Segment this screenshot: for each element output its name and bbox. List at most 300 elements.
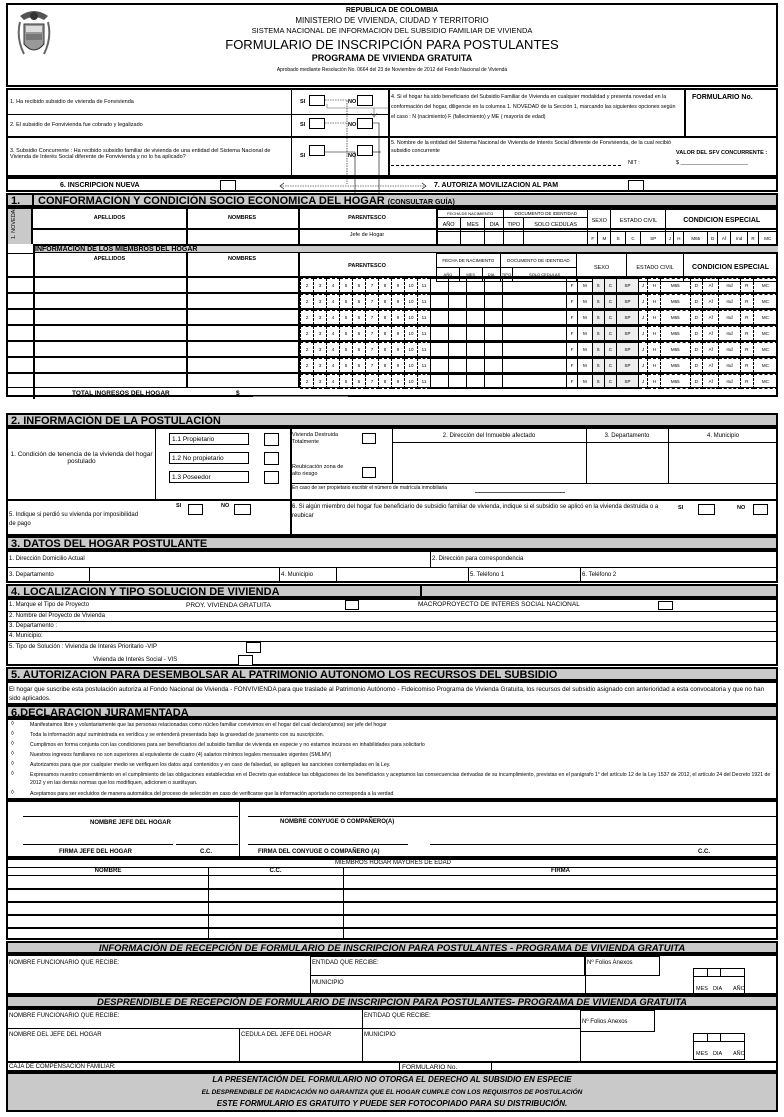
member-especial-option[interactable]: H <box>648 375 661 389</box>
member-especial-option[interactable]: D <box>690 311 703 325</box>
member-especial-option[interactable]: M65 <box>661 311 690 325</box>
member-sexo-option[interactable]: M <box>578 327 592 341</box>
member-especial-option[interactable]: D <box>690 327 703 341</box>
member-especial-option[interactable]: Ind <box>719 343 741 357</box>
col-ano: AÑO <box>437 218 461 232</box>
member-apellidos-field[interactable] <box>35 278 185 292</box>
jefe-sexo-option[interactable]: F <box>588 232 598 246</box>
member-especial-option[interactable]: H <box>648 311 661 325</box>
parentesco-option[interactable]: 6 <box>353 343 366 357</box>
declaration-text: Aceptamos para ser excluidos de manera automática del proceso de selección en caso de verificarse que la información aportada no corresponda a la verdad <box>30 791 394 797</box>
parentesco-option[interactable]: 6 <box>353 375 366 389</box>
member-apellidos-field[interactable] <box>35 374 185 388</box>
member-sexo-option[interactable]: F <box>567 359 578 373</box>
member-sexo-option[interactable]: M <box>578 279 592 293</box>
member-dia-cell[interactable] <box>467 311 485 325</box>
municipio-actual-field[interactable] <box>338 568 466 582</box>
jefe-especial-option[interactable]: J <box>666 232 674 246</box>
member-cedula-cell[interactable] <box>503 359 567 373</box>
member-especial-option[interactable]: Af <box>703 279 719 293</box>
q6-no-label: NO <box>737 505 746 511</box>
member-novedad-cell[interactable] <box>8 342 33 356</box>
member-cedula-cell[interactable] <box>503 295 567 309</box>
parentesco-option[interactable]: 9 <box>392 279 405 293</box>
parentesco-option[interactable]: 11 <box>418 375 431 389</box>
member-especial-option[interactable]: M65 <box>661 343 690 357</box>
member-civil-option[interactable]: S <box>592 327 604 341</box>
member-novedad-cell[interactable] <box>8 326 33 340</box>
poseedor-option <box>169 471 249 483</box>
mayores-title: MIEMBROS HOGAR MAYORES DE EDAD <box>335 860 451 866</box>
member-cedula-cell[interactable] <box>503 343 567 357</box>
member-nombres-field[interactable] <box>188 342 297 356</box>
member-detail-table <box>300 326 778 341</box>
member-nombres-field[interactable] <box>188 326 297 340</box>
desp-formulario-field[interactable] <box>493 1063 776 1072</box>
member-dia-cell[interactable] <box>467 327 485 341</box>
member-especial-option[interactable]: Ind <box>719 359 741 373</box>
parentesco-option[interactable]: 2 <box>301 327 314 341</box>
mayores-row[interactable] <box>8 888 778 901</box>
parentesco-option[interactable]: 3 <box>314 311 327 325</box>
member-especial-option[interactable]: D <box>690 343 703 357</box>
member-apellidos-field[interactable] <box>35 294 185 308</box>
section1-note: (CONSULTAR GUÍA) <box>387 199 455 206</box>
parentesco-option[interactable]: 10 <box>405 311 418 325</box>
desp-municipio-label: MUNICIPIO <box>364 1032 396 1038</box>
member-tipo-cell[interactable] <box>485 311 503 325</box>
parentesco-option[interactable]: 8 <box>379 279 392 293</box>
member-civil-option[interactable]: S <box>592 279 604 293</box>
member-sexo-option[interactable]: F <box>567 295 578 309</box>
departamento-field[interactable] <box>588 444 666 482</box>
parentesco-option[interactable]: 4 <box>327 359 340 373</box>
member-especial-option[interactable]: Ind <box>719 295 741 309</box>
parentesco-option[interactable]: 2 <box>301 375 314 389</box>
autoriza-pam-checkbox[interactable] <box>628 180 644 191</box>
member-civil-option[interactable]: S <box>592 359 604 373</box>
parentesco-option[interactable]: 7 <box>366 359 379 373</box>
parentesco-option[interactable]: 6 <box>353 295 366 309</box>
parentesco-option[interactable]: 3 <box>314 295 327 309</box>
parentesco-option[interactable]: 7 <box>366 295 379 309</box>
member-civil-option[interactable]: SP <box>617 295 638 309</box>
member-tipo-cell[interactable] <box>485 279 503 293</box>
member-especial-option[interactable]: Ind <box>719 327 741 341</box>
member-ano-cell[interactable] <box>431 343 449 357</box>
member-sexo-option[interactable]: F <box>567 327 578 341</box>
member-especial-option[interactable]: H <box>648 359 661 373</box>
member-especial-option[interactable]: J <box>638 343 648 357</box>
parentesco-option[interactable]: 5 <box>340 359 353 373</box>
propietario-checkbox[interactable] <box>264 433 279 446</box>
valor-sfv-label: VALOR DEL SFV CONCURRENTE : <box>676 150 768 156</box>
member-especial-option[interactable]: Ind <box>719 311 741 325</box>
member-especial-option[interactable]: H <box>648 327 661 341</box>
member-especial-option[interactable]: D <box>690 295 703 309</box>
parentesco-option[interactable]: 3 <box>314 343 327 357</box>
diamond-bullet-icon: ◊ <box>11 731 14 737</box>
parentesco-option[interactable]: 2 <box>301 359 314 373</box>
parentesco-option[interactable]: 7 <box>366 375 379 389</box>
matricula-field[interactable] <box>475 492 565 493</box>
parentesco-option[interactable]: 4 <box>327 311 340 325</box>
member-civil-option[interactable]: SP <box>617 327 638 341</box>
member-especial-option[interactable]: J <box>638 359 648 373</box>
members-header: INFORMACION DE LOS MIEMBROS DEL HOGAR <box>35 246 198 253</box>
municipio-label: 4. Municipio <box>706 433 739 439</box>
q2-no-label: NO <box>348 122 357 128</box>
parentesco-option[interactable]: 3 <box>314 327 327 341</box>
propietario-option <box>169 433 249 445</box>
country-line: REPUBLICA DE COLOMBIA <box>345 7 439 14</box>
member-especial-option[interactable]: Af <box>703 375 719 389</box>
parentesco-option[interactable]: 8 <box>379 295 392 309</box>
member-especial-option[interactable]: R <box>741 375 754 389</box>
parentesco-option[interactable]: 2 <box>301 279 314 293</box>
member-especial-option[interactable]: H <box>648 295 661 309</box>
member-ano-cell[interactable] <box>431 279 449 293</box>
parentesco-option[interactable]: 8 <box>379 375 392 389</box>
member-apellidos-field[interactable] <box>35 358 185 372</box>
parentesco-option[interactable]: 7 <box>366 279 379 293</box>
member-civil-option[interactable]: C <box>604 375 617 389</box>
municipio-recibe-label: MUNICIPIO <box>312 980 344 986</box>
member-dia-cell[interactable] <box>467 359 485 373</box>
q6-si-checkbox[interactable] <box>698 504 715 515</box>
parentesco-option[interactable]: 9 <box>392 359 405 373</box>
q5-si-checkbox[interactable] <box>188 504 203 515</box>
parentesco-option[interactable]: 5 <box>340 295 353 309</box>
parentesco-option[interactable]: 3 <box>314 279 327 293</box>
q1-no-label: NO <box>348 99 357 105</box>
parentesco-option[interactable]: 9 <box>392 295 405 309</box>
parentesco-option[interactable]: 7 <box>366 343 379 357</box>
member-ano-cell[interactable] <box>431 295 449 309</box>
member-especial-option[interactable]: J <box>638 327 648 341</box>
declaration-text: Autorizamos para que por cualquier medio se verifiquen los datos aquí contenidos y en caso de falsedad, se apliquen las sanciones contempladas en la Ley. <box>30 762 391 768</box>
parentesco-option[interactable]: 9 <box>392 375 405 389</box>
direccion-afectado-field[interactable] <box>394 444 584 482</box>
member-especial-option[interactable]: MC <box>753 343 777 357</box>
member-novedad-cell[interactable] <box>8 278 33 292</box>
jefe-sexo-option[interactable]: M <box>598 232 611 246</box>
parentesco-option[interactable]: 9 <box>392 311 405 325</box>
member-civil-option[interactable]: SP <box>617 359 638 373</box>
section3-header: 3. DATOS DEL HOGAR POSTULANTE <box>6 536 778 550</box>
member-civil-option[interactable]: C <box>604 311 617 325</box>
member-sexo-option[interactable]: F <box>567 279 578 293</box>
member-nombres-field[interactable] <box>188 374 297 388</box>
member-mes-cell[interactable] <box>449 311 467 325</box>
member-sexo-option[interactable]: F <box>567 311 578 325</box>
member-especial-option[interactable]: MC <box>753 279 777 293</box>
member-especial-option[interactable]: MC <box>753 359 777 373</box>
q6-no-checkbox[interactable] <box>753 504 768 515</box>
member-nombres-field[interactable] <box>188 294 297 308</box>
member-novedad-cell[interactable] <box>8 358 33 372</box>
member-civil-option[interactable]: SP <box>617 311 638 325</box>
question-3: 3. Subsidio Concurrente : Ha recibido subsidio familiar de vivienda de una entidad del Sistema Nacional de Vivienda de Interés Social diferente de Fonvivienda y no lo ha aplicado? <box>10 148 271 161</box>
desp-jefe-label: NOMBRE DEL JEFE DEL HOGAR <box>9 1032 102 1038</box>
col-parentesco: PARENTESCO <box>348 215 386 221</box>
parentesco-option[interactable]: 8 <box>379 359 392 373</box>
member-especial-option[interactable]: M65 <box>661 359 690 373</box>
member-mes-cell[interactable] <box>449 359 467 373</box>
jefe-civil-option[interactable]: C <box>625 232 640 246</box>
q2-si-label: SI <box>300 122 306 128</box>
member-mes-cell[interactable] <box>449 279 467 293</box>
jefe-especial-option[interactable]: M65 <box>684 232 708 246</box>
member-novedad-cell[interactable] <box>8 294 33 308</box>
member-especial-option[interactable]: D <box>690 375 703 389</box>
destruida-checkbox[interactable] <box>362 433 376 444</box>
member-especial-option[interactable]: R <box>741 359 754 373</box>
parentesco-option[interactable]: 6 <box>353 311 366 325</box>
member-especial-option[interactable]: MC <box>753 375 777 389</box>
parentesco-option[interactable]: 10 <box>405 295 418 309</box>
diamond-bullet-icon: ◊ <box>11 761 14 767</box>
vip-checkbox[interactable] <box>246 642 261 653</box>
member-especial-option[interactable]: H <box>648 279 661 293</box>
member-civil-option[interactable]: C <box>604 343 617 357</box>
poseedor-checkbox[interactable] <box>264 471 279 484</box>
member-civil-option[interactable]: C <box>604 279 617 293</box>
member-ano-cell[interactable] <box>431 311 449 325</box>
member-tipo-cell[interactable] <box>485 343 503 357</box>
member-especial-option[interactable]: Af <box>703 311 719 325</box>
member-nombres-field[interactable] <box>188 358 297 372</box>
footer-line2: EL DESPRENDIBLE DE RADICACIÓN NO GARANTIZA QUE EL HOGAR CUMPLE CON LOS REQUISITOS DE POSTULACIÓN <box>201 1089 583 1096</box>
total-ingresos-field[interactable] <box>253 396 348 397</box>
inscripcion-nueva-checkbox[interactable] <box>220 180 236 191</box>
desp-dia-label: DIA <box>713 1051 723 1057</box>
parentesco-option[interactable]: 2 <box>301 343 314 357</box>
question-5: 5. Nombre de la entidad del Sistema Nacional de Vivienda de Interés Social diferente de Fonvivienda, de la cual recibió subsidio concurrente <box>391 140 671 154</box>
mayores-col-cc: C.C. <box>269 868 282 874</box>
jefe-civil-option[interactable]: S <box>611 232 625 246</box>
member-civil-option[interactable]: C <box>604 327 617 341</box>
col-apellidos: APELLIDOS <box>93 215 126 221</box>
member-especial-option[interactable]: R <box>741 295 754 309</box>
member-civil-option[interactable]: SP <box>617 343 638 357</box>
parentesco-option[interactable]: 8 <box>379 343 392 357</box>
member-especial-option[interactable]: R <box>741 343 754 357</box>
member-mes-cell[interactable] <box>449 327 467 341</box>
member-dia-cell[interactable] <box>467 295 485 309</box>
col-mes: MES <box>461 218 485 232</box>
member-especial-option[interactable]: R <box>741 327 754 341</box>
parentesco-option[interactable]: 11 <box>418 295 431 309</box>
parentesco-option[interactable]: 6 <box>353 327 366 341</box>
member-sexo-option[interactable]: M <box>578 295 592 309</box>
parentesco-option[interactable]: 9 <box>392 327 405 341</box>
parentesco-option[interactable]: 11 <box>418 359 431 373</box>
member-cedula-cell[interactable] <box>503 327 567 341</box>
parentesco-option[interactable]: 3 <box>314 375 327 389</box>
mayores-row[interactable] <box>8 901 778 914</box>
member-sexo-option[interactable]: F <box>567 343 578 357</box>
member-ano-cell[interactable] <box>431 327 449 341</box>
jefe-especial-option[interactable]: H <box>674 232 684 246</box>
col-cedulas: SOLO CEDULAS <box>524 218 588 232</box>
parentesco-option[interactable]: 10 <box>405 279 418 293</box>
member-civil-option[interactable]: S <box>592 295 604 309</box>
no-propietario-checkbox[interactable] <box>264 452 279 465</box>
footer-notice <box>6 1072 778 1112</box>
member-civil-option[interactable]: S <box>592 375 604 389</box>
member-especial-option[interactable]: M65 <box>661 375 690 389</box>
member-sexo-option[interactable]: M <box>578 343 592 357</box>
parentesco-option[interactable]: 7 <box>366 311 379 325</box>
parentesco-option[interactable]: 6 <box>353 359 366 373</box>
member-especial-option[interactable]: Af <box>703 295 719 309</box>
form-subtitle: PROGRAMA DE VIVIENDA GRATUITA <box>311 53 473 63</box>
member-especial-option[interactable]: D <box>690 279 703 293</box>
parentesco-option[interactable]: 10 <box>405 343 418 357</box>
member-especial-option[interactable]: M65 <box>661 295 690 309</box>
departamento-label: 3. Departamento <box>604 433 650 439</box>
subsidio-aplicado-label: 6. Si algún miembro del hogar fue beneficiario de subsidio familiar de vivienda, indique si el subsidio se aplicó en la vivienda destruida o a reubicar <box>292 504 659 519</box>
member-nombres-field[interactable] <box>188 278 297 292</box>
parentesco-option[interactable]: 9 <box>392 343 405 357</box>
parentesco-option[interactable]: 4 <box>327 375 340 389</box>
jefe-especial-option[interactable]: Ind <box>730 232 747 246</box>
vivienda-gratuita-checkbox[interactable] <box>345 600 359 610</box>
telefono2-label: 6. Teléfono 2 <box>582 572 617 578</box>
member-especial-option[interactable]: R <box>741 279 754 293</box>
member-sexo-option[interactable]: M <box>578 375 592 389</box>
member-mes-cell[interactable] <box>449 343 467 357</box>
parentesco-option[interactable]: 11 <box>418 311 431 325</box>
parentesco-option[interactable]: 10 <box>405 375 418 389</box>
parentesco-option[interactable]: 4 <box>327 279 340 293</box>
member-especial-option[interactable]: Af <box>703 359 719 373</box>
parentesco-option[interactable]: 5 <box>340 279 353 293</box>
parentesco-option[interactable]: 4 <box>327 343 340 357</box>
member-civil-option[interactable]: S <box>592 311 604 325</box>
member-especial-option[interactable]: M65 <box>661 327 690 341</box>
member-apellidos-field[interactable] <box>35 342 185 356</box>
mayores-row[interactable] <box>8 875 778 888</box>
valor-sfv-field[interactable]: $ ______________________ <box>676 160 748 166</box>
mayores-row[interactable] <box>8 927 778 940</box>
member-row <box>8 324 778 340</box>
member-ano-cell[interactable] <box>431 359 449 373</box>
member-especial-option[interactable]: D <box>690 359 703 373</box>
member-novedad-cell[interactable] <box>8 374 33 388</box>
member-especial-option[interactable]: MC <box>753 295 777 309</box>
parentesco-option[interactable]: 8 <box>379 311 392 325</box>
poseedor-label: 1.3 Poseedor <box>172 474 211 481</box>
member-civil-option[interactable]: SP <box>617 375 638 389</box>
member-tipo-cell[interactable] <box>485 327 503 341</box>
vis-checkbox[interactable] <box>238 655 253 666</box>
member-sexo-option[interactable]: M <box>578 359 592 373</box>
member-dia-cell[interactable] <box>467 343 485 357</box>
member-especial-option[interactable]: Af <box>703 343 719 357</box>
macroproyecto-checkbox[interactable] <box>658 601 673 610</box>
member-tipo-cell[interactable] <box>485 359 503 373</box>
jefe-civil-option[interactable]: SP <box>641 232 666 246</box>
no-propietario-label: 1.2 No propietario <box>172 455 224 462</box>
parentesco-option[interactable]: 5 <box>340 375 353 389</box>
member-tipo-cell[interactable] <box>485 295 503 309</box>
parentesco-option[interactable]: 5 <box>340 311 353 325</box>
member-especial-option[interactable]: Ind <box>719 279 741 293</box>
departamento-actual-field[interactable] <box>91 568 277 582</box>
municipio-field[interactable] <box>670 444 776 482</box>
jefe-especial-option[interactable]: R <box>748 232 758 246</box>
member-especial-option[interactable]: J <box>638 279 648 293</box>
member-civil-option[interactable]: C <box>604 295 617 309</box>
member-mes-cell[interactable] <box>449 295 467 309</box>
municipio-proyecto-label: 4. Municipio: <box>9 633 43 639</box>
parentesco-option[interactable]: 3 <box>314 359 327 373</box>
member-dia-cell[interactable] <box>467 279 485 293</box>
member-sexo-option[interactable]: M <box>578 311 592 325</box>
parentesco-option[interactable]: 11 <box>418 343 431 357</box>
member-especial-option[interactable]: MC <box>753 311 777 325</box>
jefe-especial-option[interactable]: MC <box>758 232 777 246</box>
q5-no-checkbox[interactable] <box>234 504 251 515</box>
member-apellidos-field[interactable] <box>35 310 185 324</box>
desprendible-header: DESPRENDIBLE DE RECEPCIÓN DE FORMULARIO DE INSCRIPCION PARA POSTULANTES- PROGRAMA DE VIVIENDA GRATUITA <box>6 995 778 1008</box>
parentesco-option[interactable]: 2 <box>301 311 314 325</box>
municipio-actual-label: 4. Municipio <box>281 572 314 578</box>
member-sexo-option[interactable]: F <box>567 375 578 389</box>
member-detail-table <box>300 358 778 373</box>
member-civil-option[interactable]: SP <box>617 279 638 293</box>
mayores-block <box>6 858 778 940</box>
member-especial-option[interactable]: J <box>638 311 648 325</box>
parentesco-option[interactable]: 4 <box>327 295 340 309</box>
member-especial-option[interactable]: J <box>638 295 648 309</box>
member-especial-option[interactable]: MC <box>753 327 777 341</box>
parentesco-option[interactable]: 7 <box>366 327 379 341</box>
member-especial-option[interactable]: Ind <box>719 375 741 389</box>
member-civil-option[interactable]: C <box>604 359 617 373</box>
member-cedula-cell[interactable] <box>503 279 567 293</box>
member-especial-option[interactable]: H <box>648 343 661 357</box>
member-apellidos-field[interactable] <box>35 326 185 340</box>
jefe-especial-option[interactable]: D <box>707 232 717 246</box>
member-especial-option[interactable]: Af <box>703 327 719 341</box>
member-nombres-field[interactable] <box>188 310 297 324</box>
parentesco-option[interactable]: 10 <box>405 327 418 341</box>
member-civil-option[interactable]: S <box>592 343 604 357</box>
parentesco-option[interactable]: 2 <box>301 295 314 309</box>
mayores-row[interactable] <box>8 914 778 927</box>
member-especial-option[interactable]: M65 <box>661 279 690 293</box>
parentesco-option[interactable]: 11 <box>418 279 431 293</box>
parentesco-option[interactable]: 8 <box>379 327 392 341</box>
parentesco-option[interactable]: 6 <box>353 279 366 293</box>
member-especial-option[interactable]: R <box>741 311 754 325</box>
parentesco-option[interactable]: 5 <box>340 327 353 341</box>
jefe-especial-option[interactable]: Af <box>718 232 731 246</box>
parentesco-option[interactable]: 5 <box>340 343 353 357</box>
parentesco-option[interactable]: 11 <box>418 327 431 341</box>
member-especial-option[interactable]: J <box>638 375 648 389</box>
parentesco-option[interactable]: 4 <box>327 327 340 341</box>
parentesco-option[interactable]: 10 <box>405 359 418 373</box>
section1-body <box>6 207 778 397</box>
reubicacion-checkbox[interactable] <box>362 467 376 478</box>
nit-label: NIT : <box>628 160 640 166</box>
member-cedula-cell[interactable] <box>503 311 567 325</box>
member-novedad-cell[interactable] <box>8 310 33 324</box>
